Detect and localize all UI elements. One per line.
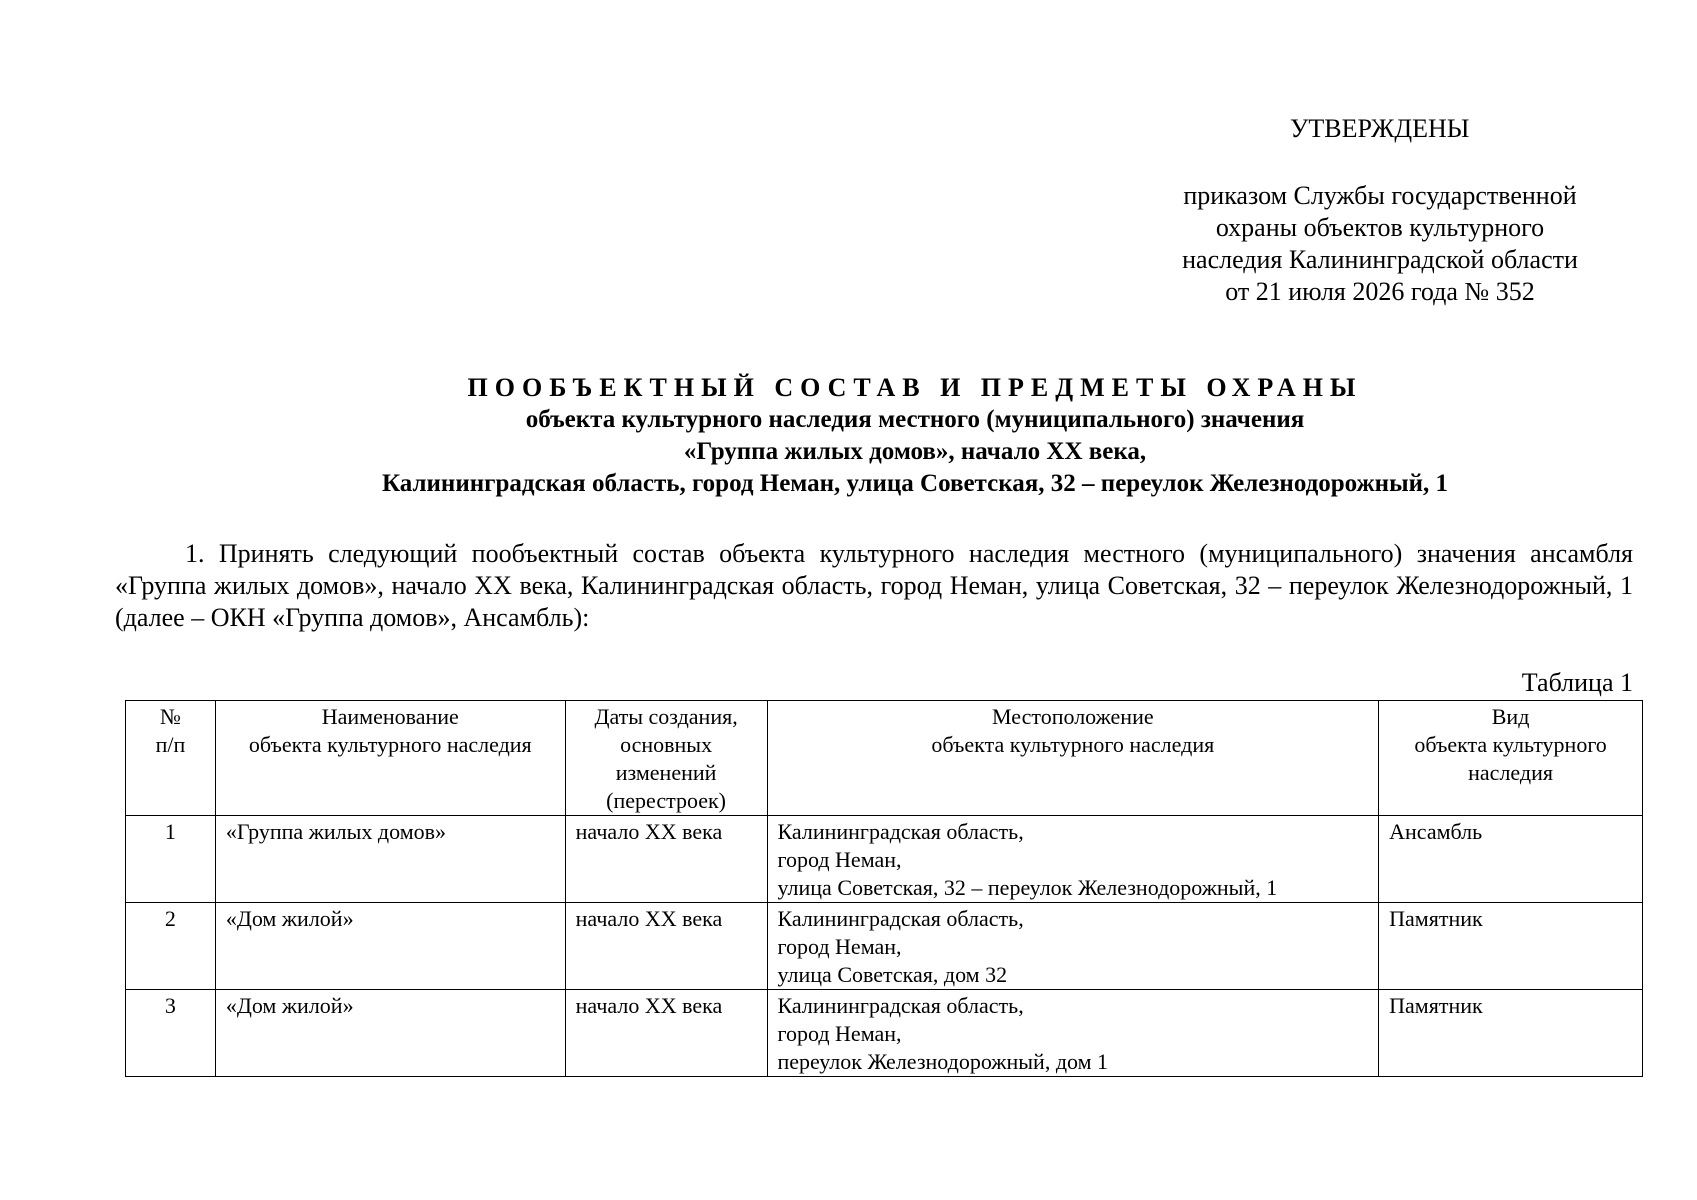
header-text: (перестроек) (606, 788, 727, 813)
approval-line: наследия Калининградской области (1182, 245, 1578, 274)
cell-num: 3 (126, 990, 216, 1077)
location-line: город Неман, (777, 847, 902, 872)
location-line: Калининградская область, (777, 906, 1024, 931)
cell-dates: начало XX века (565, 990, 767, 1077)
location-line: улица Советская, 32 – переулок Железнодорожный, 1 (777, 875, 1278, 900)
table-header-row (126, 701, 1643, 816)
cell-name: «Группа жилых домов» (215, 816, 565, 903)
body-paragraph: 1. Принять следующий пообъектный состав объекта культурного наследия местного (муниципального) значения ансамбля «Группа жилых домов», начало XX века, Калининградская область, город Неман, улица Советская, 32 – переулок Железнодорожный, 1 (далее – ОКН «Группа домов», Ансамбль): (115, 539, 1633, 632)
table-row (126, 816, 1643, 903)
location-line: Калининградская область, (777, 819, 1024, 844)
cell-num: 2 (126, 903, 216, 990)
cell-dates: начало XX века (565, 903, 767, 990)
cell-location (767, 990, 1379, 1077)
cell-location (767, 903, 1379, 990)
header-text: объекта культурного (1414, 732, 1607, 757)
cell-type: Памятник (1379, 990, 1643, 1077)
table-label: Таблица 1 (1521, 668, 1633, 697)
location-line: город Неман, (777, 934, 902, 959)
table-row (126, 990, 1643, 1077)
cell-type: Памятник (1379, 903, 1643, 990)
heading-object-name: «Группа жилых домов», начало XX века, (683, 438, 1147, 465)
header-text: Даты создания, (594, 704, 738, 729)
location-line: город Неман, (777, 1021, 902, 1046)
header-text: наследия (1468, 760, 1553, 785)
cell-num: 1 (126, 816, 216, 903)
location-line: улица Советская, дом 32 (777, 962, 1008, 987)
cell-name: «Дом жилой» (215, 990, 565, 1077)
header-text: Местоположение (992, 704, 1154, 729)
header-text: объекта культурного наследия (931, 732, 1215, 757)
header-text: объекта культурного наследия (248, 732, 532, 757)
location-line: переулок Железнодорожный, дом 1 (777, 1049, 1109, 1074)
approval-title: УТВЕРЖДЕНЫ (1290, 114, 1470, 143)
approval-line: приказом Службы государственной (1183, 181, 1577, 210)
header-text: Наименование (321, 704, 459, 729)
document-heading (115, 372, 1697, 500)
header-dates (565, 701, 767, 816)
table-row (126, 903, 1643, 990)
header-text: Вид (1491, 704, 1530, 729)
header-type (1379, 701, 1643, 816)
cell-location (767, 816, 1379, 903)
approval-order-block (1160, 180, 1600, 308)
objects-table (125, 700, 1643, 1077)
heading-subtitle: объекта культурного наследия местного (муниципального) значения (525, 406, 1305, 433)
heading-title: ПООБЪЕКТНЫЙ СОСТАВ И ПРЕДМЕТЫ ОХРАНЫ (467, 373, 1363, 402)
heading-address: Калининградская область, город Неман, улица Советская, 32 – переулок Железнодорожный, 1 (381, 470, 1448, 497)
location-line: Калининградская область, (777, 993, 1024, 1018)
approval-line: от 21 июля 2026 года № 352 (1225, 277, 1535, 306)
header-text: основных (620, 732, 713, 757)
approval-line: охраны объектов культурного (1215, 213, 1545, 242)
cell-type: Ансамбль (1379, 816, 1643, 903)
header-text: п/п (155, 732, 186, 757)
cell-name: «Дом жилой» (215, 903, 565, 990)
header-num (126, 701, 216, 816)
header-location (767, 701, 1379, 816)
cell-dates: начало XX века (565, 816, 767, 903)
header-text: изменений (615, 760, 717, 785)
header-name (215, 701, 565, 816)
header-text: № (159, 704, 181, 729)
